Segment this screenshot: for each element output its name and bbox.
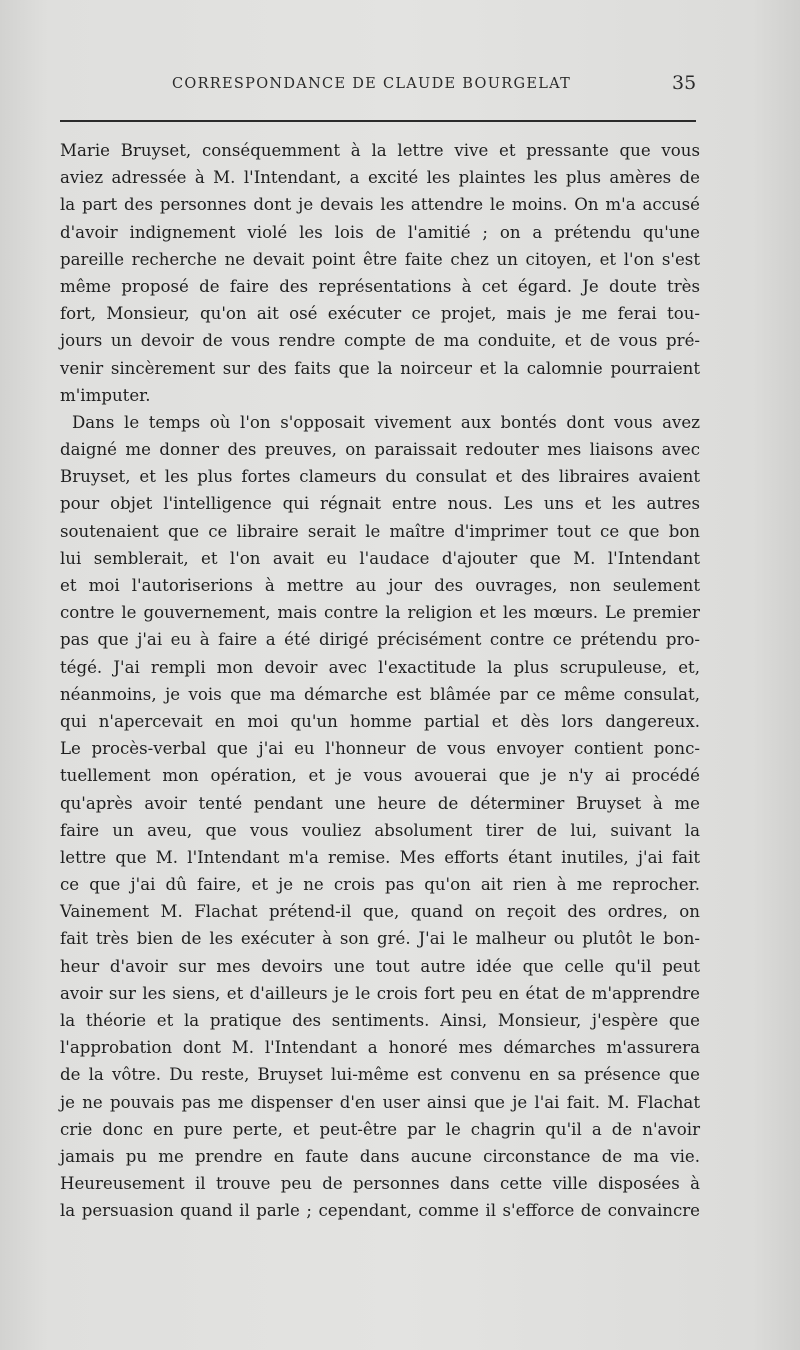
text-line: contre le gouvernement, mais contre la religion et les mœurs. Le premier — [60, 603, 700, 623]
text-line: qu'après avoir tenté pendant une heure de déterminer Bruyset à me — [60, 793, 700, 813]
paragraph-start-line: Dans le temps où l'on s'opposait vivement aux bontés dont vous avez — [72, 412, 700, 432]
text-line: je ne pouvais pas me dispenser d'en user ainsi que je l'ai fait. M. Flachat — [60, 1092, 700, 1112]
text-line: Marie Bruyset, conséquemment à la lettre vive et pressante que vous — [60, 141, 700, 160]
text-line: faire un aveu, que vous vouliez absolument tirer de lui, suivant la — [60, 820, 700, 840]
text-line: ce que j'ai dû faire, et je ne crois pas qu'on ait rien à me reprocher. — [60, 875, 700, 895]
text-line: avoir sur les siens, et d'ailleurs je le crois fort peu en état de m'apprendre — [60, 983, 700, 1003]
text-line: et moi l'autoriserions à mettre au jour des ouvrages, non seulement — [60, 576, 700, 595]
text-line: tuellement mon opération, et je vous avouerai que je n'y ai procédé — [60, 766, 700, 786]
text-line: pas que j'ai eu à faire a été dirigé précisément contre ce prétendu pro- — [60, 630, 700, 650]
text-line: tégé. J'ai rempli mon devoir avec l'exactitude la plus scrupuleuse, et, — [60, 657, 700, 677]
text-line: crie donc en pure perte, et peut-être par le chagrin qu'il a de n'avoir — [60, 1119, 700, 1139]
text-line: soutenaient que ce libraire serait le maître d'imprimer tout ce que bon — [60, 521, 700, 541]
text-line: Bruyset, et les plus fortes clameurs du consulat et des libraires avaient — [60, 467, 700, 487]
text-line: Le procès-verbal que j'ai eu l'honneur de vous envoyer contient ponc- — [60, 739, 700, 759]
text-line: fort, Monsieur, qu'on ait osé exécuter ce projet, mais je me ferai tou- — [60, 304, 700, 324]
text-line: qui n'apercevait en moi qu'un homme partial et dès lors dangereux. — [60, 711, 700, 731]
text-line: la persuasion quand il parle ; cependant, comme il s'efforce de convaincre — [60, 1201, 700, 1221]
text-line: jours un devoir de vous rendre compte de ma conduite, et de vous pré- — [60, 331, 700, 351]
text-line: aviez adressée à M. l'Intendant, a excité les plaintes les plus amères de — [60, 168, 700, 188]
text-line: pour objet l'intelligence qui régnait entre nous. Les uns et les autres — [60, 494, 700, 514]
text-line: Heureusement il trouve peu de personnes dans cette ville disposées à — [60, 1174, 700, 1194]
text-line: venir sincèrement sur des faits que la noirceur et la calomnie pourraient — [60, 358, 700, 378]
text-line: de la vôtre. Du reste, Bruyset lui-même est convenu en sa présence que — [60, 1065, 700, 1085]
paragraph-end-line: m'imputer. — [60, 385, 151, 405]
text-line: Vainement M. Flachat prétend-il que, quand on reçoit des ordres, on — [60, 902, 700, 922]
text-line: heur d'avoir sur mes devoirs une tout autre idée que celle qu'il peut — [60, 956, 700, 976]
text-line: néanmoins, je vois que ma démarche est blâmée par ce même consulat, — [60, 684, 700, 704]
text-line: lui semblerait, et l'on avait eu l'audace d'ajouter que M. l'Intendant — [60, 548, 700, 568]
text-line: la théorie et la pratique des sentiments. Ainsi, Monsieur, j'espère que — [60, 1011, 700, 1030]
page-number: 35 — [672, 72, 697, 94]
text-line: fait très bien de les exécuter à son gré. J'ai le malheur ou plutôt le bon- — [60, 929, 700, 949]
running-title: CORRESPONDANCE DE CLAUDE BOURGELAT — [172, 76, 572, 92]
text-line: la part des personnes dont je devais les attendre le moins. On m'a accusé — [60, 195, 700, 215]
text-line: lettre que M. l'Intendant m'a remise. Mes efforts étant inutiles, j'ai fait — [60, 847, 700, 867]
text-line: jamais pu me prendre en faute dans aucune circonstance de ma vie. — [60, 1146, 700, 1166]
text-line: d'avoir indignement violé les lois de l'amitié ; on a prétendu qu'une — [60, 222, 700, 242]
text-line: l'approbation dont M. l'Intendant a honoré mes démarches m'assurera — [60, 1038, 700, 1058]
running-header — [0, 72, 800, 100]
header-rule — [60, 120, 696, 122]
text-line: même proposé de faire des représentations à cet égard. Je doute très — [60, 276, 700, 296]
text-line: daigné me donner des preuves, on paraissait redouter mes liaisons avec — [60, 440, 700, 460]
text-line: pareille recherche ne devait point être faite chez un citoyen, et l'on s'est — [60, 249, 700, 269]
body-text — [60, 137, 700, 1225]
